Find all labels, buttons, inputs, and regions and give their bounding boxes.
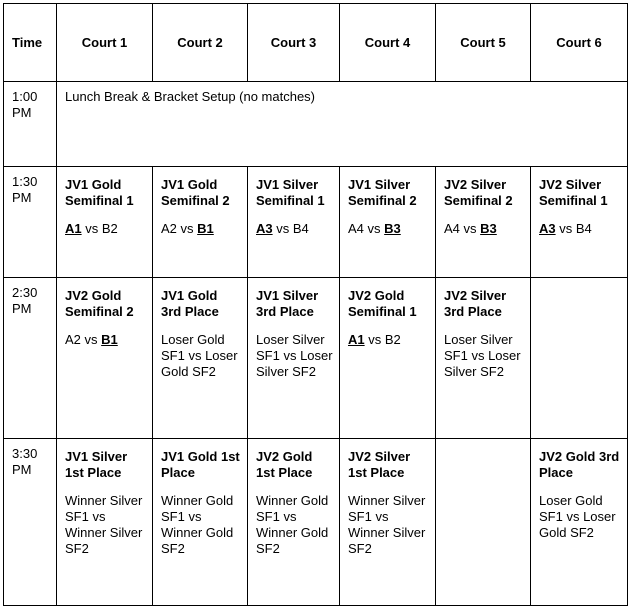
match-title: JV1 Silver Semifinal 2 <box>348 177 417 209</box>
match-title: JV1 Gold Semifinal 1 <box>65 177 134 209</box>
empty-cell <box>531 277 628 438</box>
header-time: Time <box>4 4 57 82</box>
match-detail <box>539 221 621 237</box>
lunch-break-note: Lunch Break & Bracket Setup (no matches) <box>57 82 628 167</box>
time-cell: 1:30 PM <box>4 167 57 278</box>
header-court-3: Court 3 <box>248 4 340 82</box>
match-cell <box>531 439 628 606</box>
row-2-30-pm <box>4 277 628 438</box>
vs-text: vs <box>559 221 573 237</box>
team-b: B4 <box>292 221 309 237</box>
header-court-5: Court 5 <box>436 4 531 82</box>
match-title: JV1 Gold 1st Place <box>161 449 240 481</box>
match-title: JV2 Gold 1st Place <box>256 449 313 481</box>
team-a: A2 <box>65 331 81 347</box>
match-cell <box>531 167 628 278</box>
time-cell: 2:30 PM <box>4 277 57 438</box>
team-b: B2 <box>384 331 401 347</box>
vs-text: vs <box>180 221 194 237</box>
match-detail <box>65 221 146 237</box>
match-cell <box>340 439 436 606</box>
match-detail: Loser Gold SF1 vs Loser Gold SF2 <box>161 331 238 379</box>
match-detail <box>256 221 333 237</box>
team-b: B4 <box>575 221 592 237</box>
match-cell <box>153 439 248 606</box>
team-b: B2 <box>101 221 118 237</box>
row-1-00-pm <box>4 82 628 167</box>
team-a: A4 <box>444 221 460 237</box>
match-detail <box>348 332 429 348</box>
match-title: JV1 Gold Semifinal 2 <box>161 177 230 209</box>
vs-text: vs <box>463 221 477 237</box>
match-title: JV1 Silver 3rd Place <box>256 287 319 319</box>
match-detail <box>65 332 146 348</box>
match-detail: Loser Silver SF1 vs Loser Silver SF2 <box>444 331 521 379</box>
time-cell: 3:30 PM <box>4 439 57 606</box>
match-cell <box>57 277 153 438</box>
match-cell <box>153 277 248 438</box>
schedule-table <box>3 3 628 606</box>
match-detail <box>161 221 241 237</box>
vs-text: vs <box>368 331 382 347</box>
team-b: B1 <box>101 331 118 347</box>
row-1-30-pm <box>4 167 628 278</box>
match-title: JV2 Silver 3rd Place <box>444 287 507 319</box>
match-title: JV2 Silver Semifinal 2 <box>444 177 513 209</box>
match-detail <box>444 221 524 237</box>
vs-text: vs <box>84 331 98 347</box>
team-a: A1 <box>348 331 365 347</box>
match-cell <box>248 167 340 278</box>
match-detail: Loser Silver SF1 vs Loser Silver SF2 <box>256 331 333 379</box>
team-a: A1 <box>65 221 82 237</box>
match-cell <box>248 277 340 438</box>
header-court-1: Court 1 <box>57 4 153 82</box>
match-title: JV2 Gold 3rd Place <box>539 449 620 481</box>
match-detail: Winner Gold SF1 vs Winner Gold SF2 <box>161 493 234 557</box>
match-detail <box>348 221 429 237</box>
match-title: JV1 Silver Semifinal 1 <box>256 177 325 209</box>
match-title: JV2 Silver Semifinal 1 <box>539 177 608 209</box>
match-title: JV1 Silver 1st Place <box>65 449 128 481</box>
header-court-4: Court 4 <box>340 4 436 82</box>
header-row <box>4 4 628 82</box>
match-cell <box>57 439 153 606</box>
match-cell <box>340 277 436 438</box>
match-cell <box>248 439 340 606</box>
team-b: B3 <box>480 221 497 237</box>
match-detail: Winner Silver SF1 vs Winner Silver SF2 <box>348 493 426 557</box>
match-title: JV2 Gold Semifinal 1 <box>348 287 417 319</box>
time-cell: 1:00 PM <box>4 82 57 167</box>
empty-cell <box>436 439 531 606</box>
team-a: A4 <box>348 221 364 237</box>
match-detail: Winner Silver SF1 vs Winner Silver SF2 <box>65 493 143 557</box>
match-detail: Loser Gold SF1 vs Loser Gold SF2 <box>539 493 616 541</box>
match-detail: Winner Gold SF1 vs Winner Gold SF2 <box>256 493 329 557</box>
match-cell <box>153 167 248 278</box>
match-cell <box>57 167 153 278</box>
header-court-6: Court 6 <box>531 4 628 82</box>
row-3-30-pm <box>4 439 628 606</box>
match-title: JV2 Gold Semifinal 2 <box>65 287 134 319</box>
match-title: JV1 Gold 3rd Place <box>161 287 219 319</box>
match-cell <box>340 167 436 278</box>
vs-text: vs <box>367 221 381 237</box>
match-cell <box>436 277 531 438</box>
team-a: A3 <box>256 221 273 237</box>
team-b: B3 <box>384 221 401 237</box>
match-cell <box>436 167 531 278</box>
team-b: B1 <box>197 221 214 237</box>
vs-text: vs <box>276 221 290 237</box>
team-a: A2 <box>161 221 177 237</box>
team-a: A3 <box>539 221 556 237</box>
vs-text: vs <box>85 221 99 237</box>
header-court-2: Court 2 <box>153 4 248 82</box>
match-title: JV2 Silver 1st Place <box>348 449 411 481</box>
